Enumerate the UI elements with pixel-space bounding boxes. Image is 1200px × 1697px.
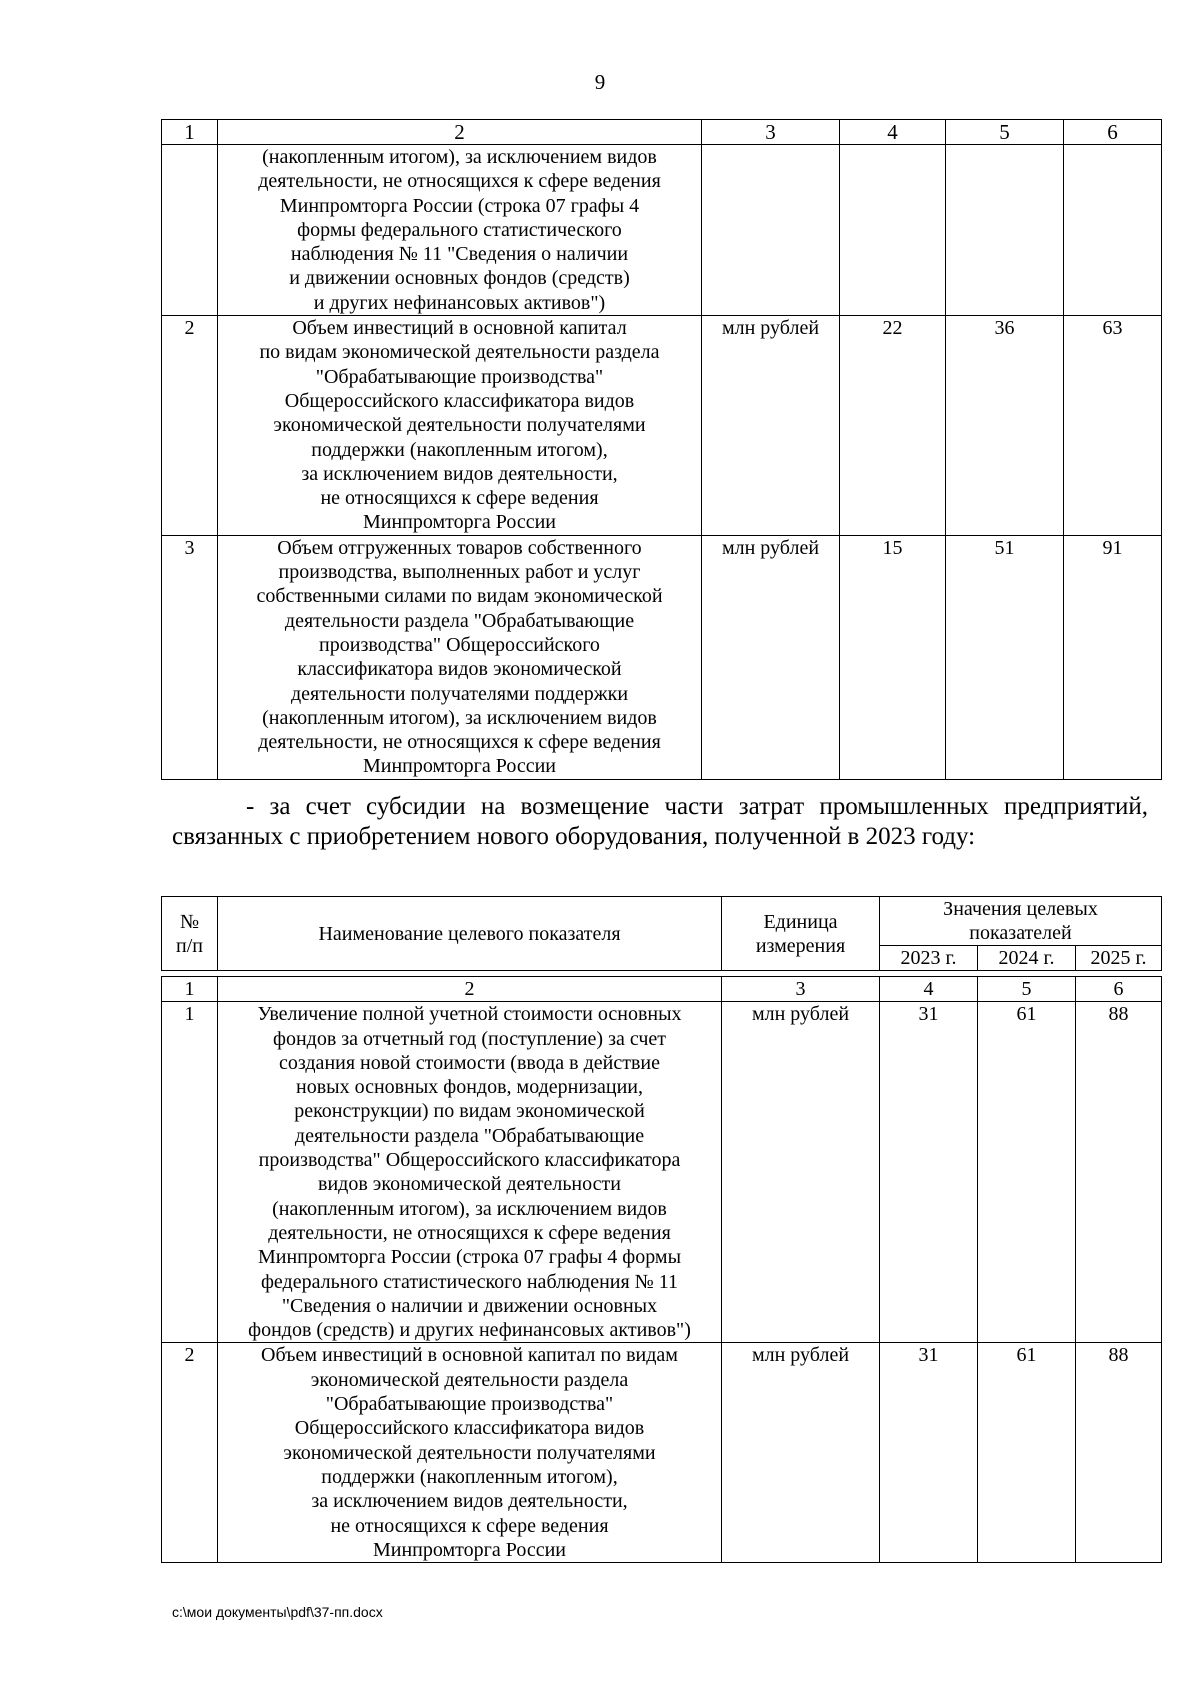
header-indicator-name: Наименование целевого показателя [218,897,722,971]
row-number: 2 [162,316,218,536]
col-number: 4 [880,977,978,1002]
value-2023: 31 [880,1002,978,1343]
indicator-name: (накопленным итогом), за исключением видов деятельности, не относящихся к сфере ведения Минпромторга России (строка 07 графы 4 формы федерального статистического наблюдения № 11 "Сведения о наличии и движении основных фондов (средств) и других нефинансовых активов") [218,145,702,316]
value-2023: 15 [840,535,946,779]
value-2023 [840,145,946,316]
column-number-row [162,977,1162,1002]
table-row [162,145,1162,316]
unit-cell [702,145,840,316]
col-number: 3 [702,120,840,145]
header-unit: Единица измерения [722,897,880,971]
value-2025: 88 [1076,1343,1162,1563]
col-number: 4 [840,120,946,145]
unit-cell: млн рублей [702,535,840,779]
paragraph-text: - за счет субсидии на возмещение части затрат промышленных предприятий, связанных с приобретением нового оборудования, полученной в 2023 году: [172,793,1148,850]
header-year-2024: 2024 г. [978,946,1076,971]
col-number: 3 [722,977,880,1002]
header-year-2023: 2023 г. [880,946,978,971]
subsidy-paragraph [172,792,1148,852]
header-row [162,897,1162,946]
table-row [162,535,1162,779]
value-2024: 36 [946,316,1064,536]
header-values: Значения целевых показателей [880,897,1162,946]
column-number-row [162,120,1162,145]
unit-cell: млн рублей [722,1002,880,1343]
unit-cell: млн рублей [722,1343,880,1563]
indicator-name: Увеличение полной учетной стоимости основных фондов за отчетный год (поступление) за счет создания новой стоимости (ввода в действие новых основных фондов, модернизации, реконструкции) по видам экономической деятельности раздела "Обрабатывающие производства" Общероссийского классификатора видов экономической деятельности (накопленным итогом), за исключением видов деятельности, не относящихся к сфере ведения Минпромторга России (строка 07 графы 4 формы федерального статистического наблюдения № 11 "Сведения о наличии и движении основных фондов (средств) и других нефинансовых активов") [218,1002,722,1343]
col-number: 6 [1064,120,1162,145]
col-number: 5 [978,977,1076,1002]
value-2024 [946,145,1064,316]
indicator-name: Объем инвестиций в основной капитал по видам экономической деятельности раздела "Обрабатывающие производства" Общероссийского классификатора видов экономической деятельности получателями поддержки (накопленным итогом), за исключением видов деятельности, не относящихся к сфере ведения Минпромторга России [218,1343,722,1563]
page-number: 9 [594,70,606,94]
file-path-footer: c:\мои документы\pdf\37-пп.docx [172,1604,383,1620]
table-row [162,1002,1162,1343]
value-2024: 51 [946,535,1064,779]
col-number: 2 [218,120,702,145]
row-number [162,145,218,316]
indicators-table-header [161,896,1162,971]
indicator-name: Объем инвестиций в основной капитал по видам экономической деятельности раздела "Обрабатывающие производства" Общероссийского классификатора видов экономической деятельности получателями поддержки (накопленным итогом), за исключением видов деятельности, не относящихся к сфере ведения Минпромторга России [218,316,702,536]
value-2024: 61 [978,1343,1076,1563]
row-number: 1 [162,1002,218,1343]
value-2025 [1064,145,1162,316]
indicators-table [161,976,1162,1563]
table-row [162,316,1162,536]
row-number: 3 [162,535,218,779]
indicators-table-continued [161,119,1162,780]
value-2024: 61 [978,1002,1076,1343]
col-number: 6 [1076,977,1162,1002]
unit-cell: млн рублей [702,316,840,536]
col-number: 1 [162,120,218,145]
row-number: 2 [162,1343,218,1563]
col-number: 1 [162,977,218,1002]
indicator-name: Объем отгруженных товаров собственного производства, выполненных работ и услуг собственными силами по видам экономической деятельности раздела "Обрабатывающие производства" Общероссийского классификатора видов экономической деятельности получателями поддержки (накопленным итогом), за исключением видов деятельности, не относящихся к сфере ведения Минпромторга России [218,535,702,779]
value-2023: 22 [840,316,946,536]
value-2025: 91 [1064,535,1162,779]
value-2023: 31 [880,1343,978,1563]
value-2025: 88 [1076,1002,1162,1343]
header-year-2025: 2025 г. [1076,946,1162,971]
col-number: 2 [218,977,722,1002]
value-2025: 63 [1064,316,1162,536]
col-number: 5 [946,120,1064,145]
table-row [162,1343,1162,1563]
header-number: № п/п [162,897,218,971]
